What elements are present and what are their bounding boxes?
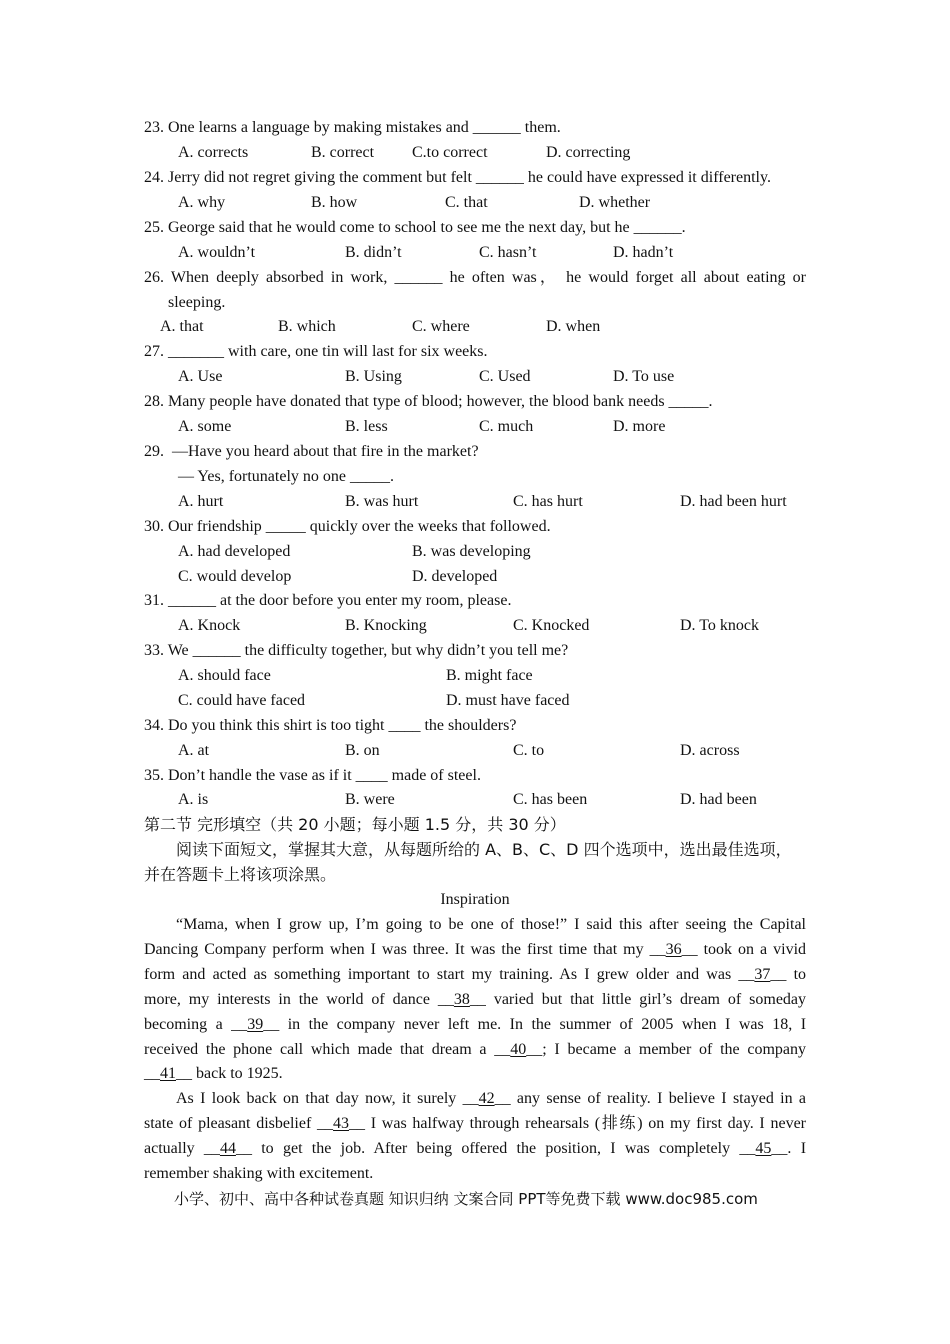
option-d: D. had been hurt — [680, 493, 787, 510]
option-d: D. developed — [412, 568, 498, 585]
option-d: D. more — [613, 418, 666, 435]
option-c: C. Used — [479, 368, 531, 385]
blank-38[interactable]: 38 — [453, 991, 470, 1008]
option-a: A. corrects — [178, 144, 249, 161]
option-a: A. is — [178, 791, 209, 808]
option-a: A. Knock — [178, 617, 241, 634]
passage-line: __41__ back to 1925. — [144, 1065, 283, 1082]
option-d: D. when — [546, 318, 601, 335]
option-c: C. could have faced — [178, 692, 306, 709]
question-23-stem: 23. One learns a language by making mistakes and ______ them. — [144, 119, 561, 136]
option-b: B. correct — [311, 144, 375, 161]
option-d: D. whether — [579, 194, 651, 211]
option-b: B. might face — [446, 667, 533, 684]
passage-line: “Mama, when I grow up, I’m going to be one of those!” I said this after seeing the Capital — [176, 916, 806, 933]
option-b: B. Knocking — [345, 617, 427, 634]
option-c: C. to — [513, 742, 545, 759]
question-31-stem: 31. ______ at the door before you enter my room, please. — [144, 592, 512, 609]
option-c: C. would develop — [178, 568, 292, 585]
passage-line: received the phone call which made that dream a __40__; I became a member of the company — [144, 1041, 807, 1058]
option-b: B. was developing — [412, 543, 531, 560]
question-35-stem: 35. Don’t handle the vase as if it ____ made of steel. — [144, 767, 481, 784]
question-29-stem: 29. —Have you heard about that fire in the market? — [144, 443, 479, 460]
question-26-stem-continued: sleeping. — [168, 294, 226, 311]
option-d: D. had been — [680, 791, 757, 808]
option-d: D. To knock — [680, 617, 760, 634]
option-b: B. which — [278, 318, 336, 335]
question-24-stem: 24. Jerry did not regret giving the comment but felt ______ he could have expressed it differently. — [144, 169, 771, 186]
option-d: D. To use — [613, 368, 675, 385]
question-28-stem: 28. Many people have donated that type of blood; however, the blood bank needs _____. — [144, 393, 713, 410]
passage-line: As I look back on that day now, it surely __42__ any sense of reality. I believe I stayed in a — [176, 1090, 807, 1107]
blank-44[interactable]: 44 — [219, 1140, 236, 1157]
option-a: A. should face — [178, 667, 271, 684]
question-29-reply: — Yes, fortunately no one _____. — [178, 468, 394, 485]
option-b: B. was hurt — [345, 493, 419, 510]
option-d: D. hadn’t — [613, 244, 674, 261]
option-a: A. had developed — [178, 543, 291, 560]
blank-45[interactable]: 45 — [755, 1140, 772, 1157]
option-c: C. that — [445, 194, 488, 211]
option-c: C. has been — [513, 791, 588, 808]
option-c: C.to correct — [412, 144, 488, 161]
passage-line: state of pleasant disbelief __43__ I was halfway through rehearsals (排练) on my first day. I never — [144, 1115, 807, 1132]
option-b: B. on — [345, 742, 380, 759]
option-d: D. must have faced — [446, 692, 570, 709]
footer-watermark: 小学、初中、高中各种试卷真题 知识归纳 文案合同 PPT等免费下载 www.doc985.com — [174, 1190, 758, 1208]
passage-line: form and acted as something important to start my training. As I grew older and was __37__ to — [144, 966, 807, 983]
option-b: B. were — [345, 791, 395, 808]
option-d: D. correcting — [546, 144, 631, 161]
option-d: D. across — [680, 742, 740, 759]
option-a: A. hurt — [178, 493, 224, 510]
option-c: C. much — [479, 418, 534, 435]
blank-41[interactable]: 41 — [160, 1065, 176, 1082]
option-a: A. Use — [178, 368, 223, 385]
passage-line: actually __44__ to get the job. After being offered the position, I was completely __45__. I — [144, 1140, 807, 1157]
option-c: C. Knocked — [513, 617, 590, 634]
option-a: A. that — [160, 318, 204, 335]
question-30-stem: 30. Our friendship _____ quickly over the weeks that followed. — [144, 518, 551, 535]
question-34-stem: 34. Do you think this shirt is too tight ____ the shoulders? — [144, 717, 517, 734]
option-b: B. less — [345, 418, 388, 435]
passage-line: remember shaking with excitement. — [144, 1165, 374, 1182]
blank-36[interactable]: 36 — [665, 941, 682, 958]
passage-line: Dancing Company perform when I was three. It was the first time that my __36__ took on a vivid — [144, 941, 807, 958]
question-25-stem: 25. George said that he would come to school to see me the next day, but he ______. — [144, 219, 686, 236]
option-b: B. didn’t — [345, 244, 402, 261]
option-c: C. has hurt — [513, 493, 583, 510]
question-27-stem: 27. _______ with care, one tin will last for six weeks. — [144, 343, 488, 360]
blank-43[interactable]: 43 — [333, 1115, 350, 1132]
option-a: A. wouldn’t — [178, 244, 256, 261]
blank-39[interactable]: 39 — [247, 1016, 264, 1033]
section-heading: 第二节 完形填空（共 20 小题；每小题 1.5 分，共 30 分） — [144, 815, 566, 834]
question-26-stem: 26. When deeply absorbed in work, ______ he often was， he would forget all about eating or — [144, 269, 807, 286]
passage-line: more, my interests in the world of dance __38__ varied but that little girl’s dream of someday — [144, 991, 807, 1008]
option-c: C. where — [412, 318, 470, 335]
blank-37[interactable]: 37 — [754, 966, 771, 983]
section-instruction: 阅读下面短文，掌握其大意，从每题所给的 A、B、C、D 四个选项中，选出最佳选项， — [176, 840, 792, 859]
option-b: B. Using — [345, 368, 402, 385]
section-instruction-continued: 并在答题卡上将该项涂黑。 — [144, 865, 337, 884]
passage-line: becoming a __39__ in the company never left me. In the summer of 2005 when I was 18, I — [144, 1016, 807, 1033]
option-c: C. hasn’t — [479, 244, 537, 261]
passage-title: Inspiration — [440, 891, 510, 908]
blank-40[interactable]: 40 — [510, 1041, 527, 1058]
option-a: A. why — [178, 194, 226, 211]
blank-42[interactable]: 42 — [478, 1090, 495, 1107]
option-a: A. some — [178, 418, 232, 435]
question-33-stem: 33. We ______ the difficulty together, but why didn’t you tell me? — [144, 642, 569, 659]
option-a: A. at — [178, 742, 210, 759]
option-b: B. how — [311, 194, 358, 211]
